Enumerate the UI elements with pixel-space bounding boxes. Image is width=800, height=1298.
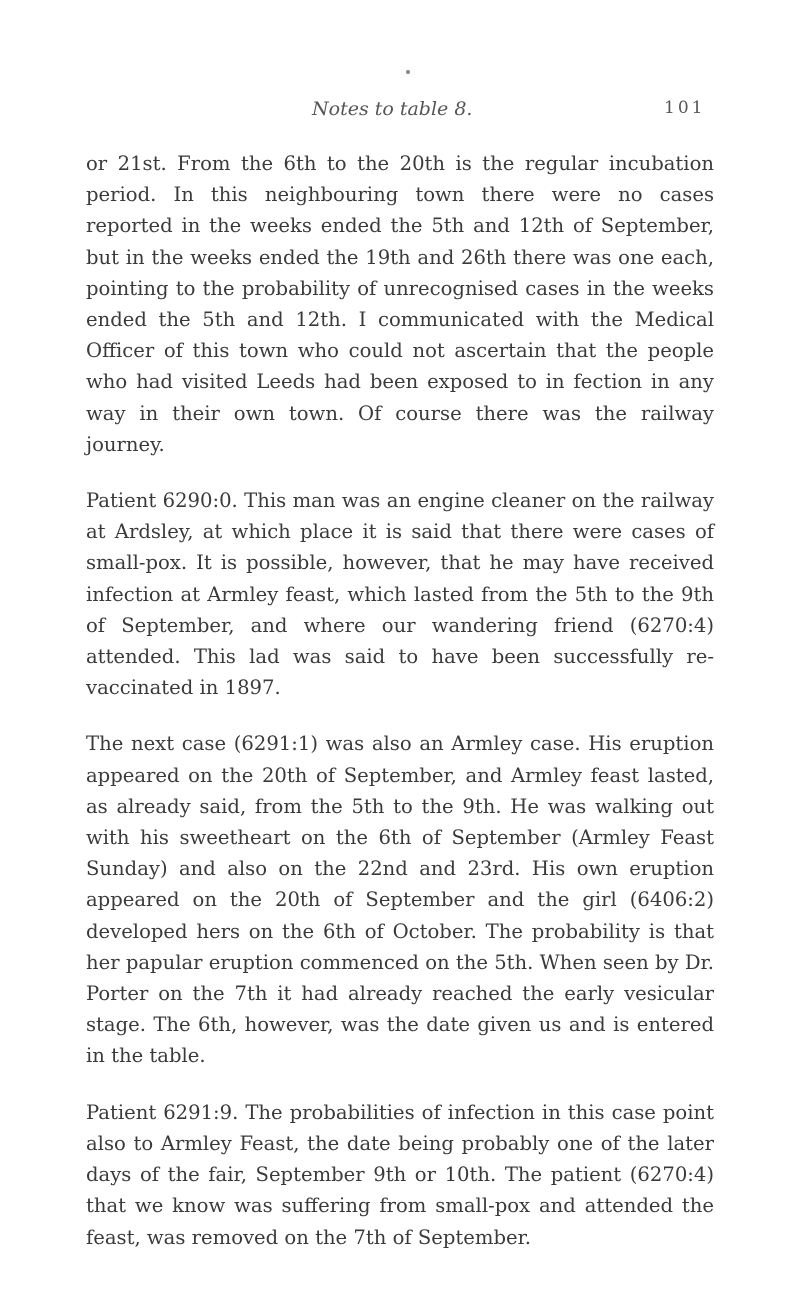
paragraph-3: The next case (6291:1) was also an Armley case. His eruption appeared on the 20th of September, and Armley feast lasted, as already said, from the 5th to the 9th. He was walking out with his sweetheart on the 6th of September (Armley Feast Sunday) and also on the 22nd and 23rd. His own eruption appeared on the 20th of September and the girl (6406:2) developed hers on the 6th of October. The probability is that her papular eruption commenced on the 5th. When seen by Dr. Porter on the 7th it had already reached the early vesicular stage. The 6th, however, was the date given us and is entered in the table.: [86, 732, 714, 1068]
paragraph-4: Patient 6291:9. The probabilities of infection in this case point also to Armley Feast, the date being probably one of the later days of the fair, September 9th or 10th. The patient (6270:4) that we know was suffering from small-pox and attended the feast, was removed on the 7th of September.: [86, 1100, 714, 1249]
body-text: [86, 148, 714, 1278]
running-title: Notes to table 8.: [312, 98, 473, 120]
paragraph-1: or 21st. From the 6th to the 20th is the regular incubation period. In this neighbouring town there were no cases reported in the weeks ended the 5th and 12th of September, but in the weeks ended the 19th and 26th there was one each, pointing to the probability of unrecognised cases in the weeks ended the 5th and 12th. I communicated with the Medical Officer of this town who could not ascertain that the people who had visited Leeds had been exposed to in fection in any way in their own town. Of course there was the railway journey.: [86, 152, 714, 456]
running-head: [0, 96, 800, 124]
paragraph-2: Patient 6290:0. This man was an engine cleaner on the railway at Ardsley, at which place it is said that there were cases of small-pox. It is possible, however, that he may have received infection at Armley feast, which lasted from the 5th to the 9th of September, and where our wandering friend (6270:4) attended. This lad was said to have been successfully re-vaccinated in 1897.: [86, 489, 714, 700]
page-number: 101: [664, 98, 706, 118]
printer-mark: [406, 70, 410, 74]
